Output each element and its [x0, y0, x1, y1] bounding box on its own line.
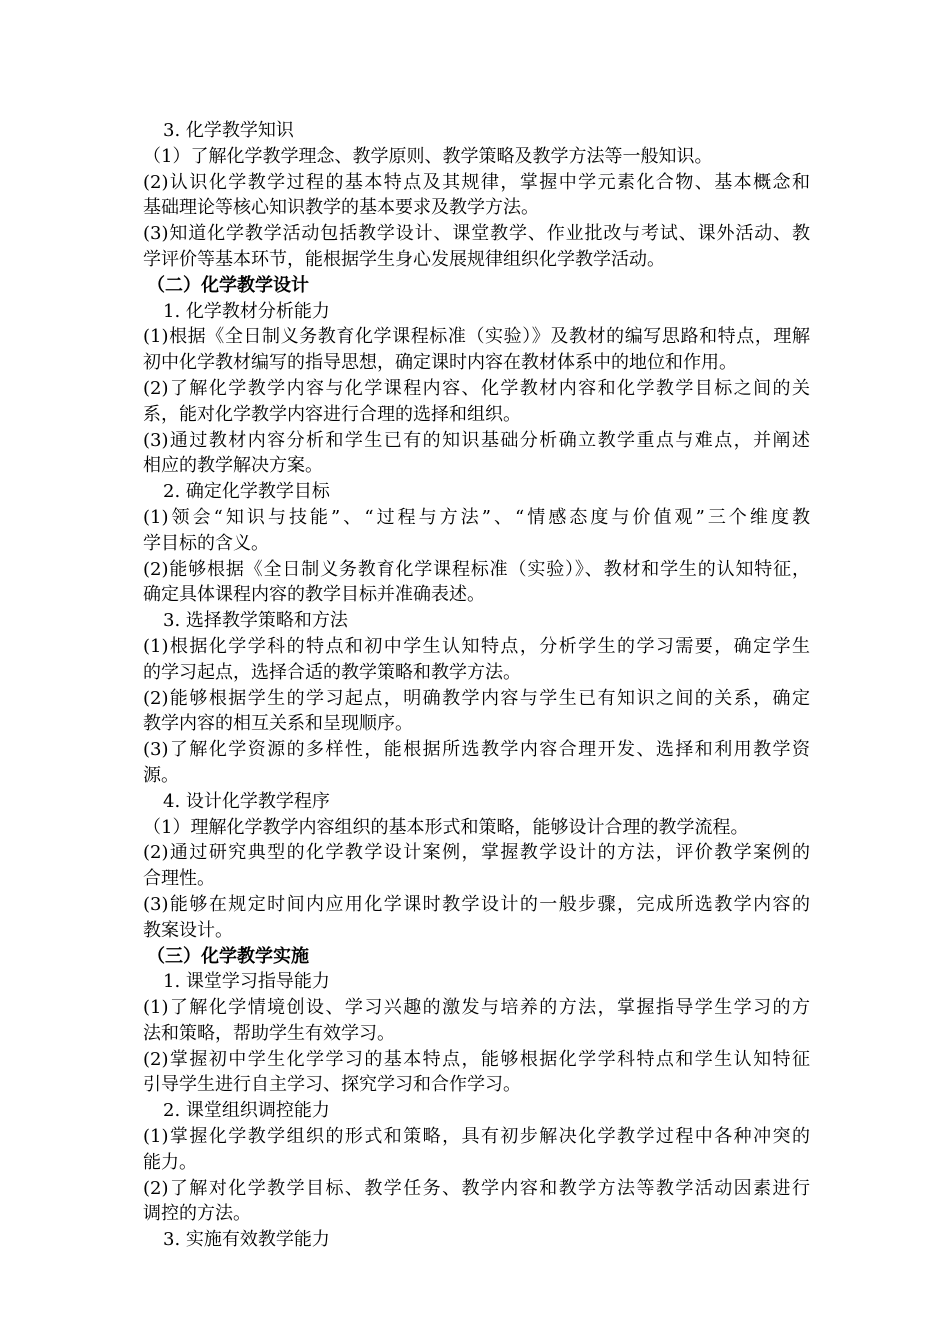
text-line: (2)能够根据学生的学习起点，明确教学内容与学生已有知识之间的关系，确定 [143, 687, 810, 709]
text-line: (1)掌握化学教学组织的形式和策略，具有初步解决化学教学过程中各种冲突的 [143, 1126, 810, 1148]
text-line: 能力。 [143, 1151, 197, 1173]
subsection-heading: 1. 课堂学习指导能力 [163, 971, 330, 993]
subsection-heading: 1. 化学教材分析能力 [163, 300, 330, 322]
text-line: 教案设计。 [143, 919, 233, 941]
text-line: 系，能对化学教学内容进行合理的选择和组织。 [143, 403, 521, 425]
text-line: (1)领会“知识与技能”、“过程与方法”、“情感态度与价值观”三个维度教 [143, 506, 810, 528]
text-line: 源。 [143, 764, 179, 786]
document-body [143, 118, 810, 1253]
text-line: (2)了解对化学教学目标、教学任务、教学内容和教学方法等教学活动因素进行 [143, 1177, 810, 1199]
text-line: 法和策略，帮助学生有效学习。 [143, 1022, 395, 1044]
subsection-heading: 4. 设计化学教学程序 [163, 790, 330, 812]
text-line: 的学习起点，选择合适的教学策略和教学方法。 [143, 661, 521, 683]
text-line: (2)通过研究典型的化学教学设计案例，掌握教学设计的方法，评价教学案例的 [143, 842, 810, 864]
text-line: 学评价等基本环节，能根据学生身心发展规律组织化学教学活动。 [143, 248, 665, 270]
text-line: (2)掌握初中学生化学学习的基本特点，能够根据化学学科特点和学生认知特征 [143, 1048, 810, 1070]
text-line: 调控的方法。 [143, 1203, 251, 1225]
text-line: (1)根据《全日制义务教育化学课程标准（实验）》及教材的编写思路和特点，理解 [143, 326, 810, 348]
section-heading: （二）化学教学设计 [147, 274, 309, 296]
text-line: 教学内容的相互关系和呈现顺序。 [143, 713, 413, 735]
subsection-heading: 2. 确定化学教学目标 [163, 481, 330, 503]
text-line: (3)知道化学教学活动包括教学设计、课堂教学、作业批改与考试、课外活动、教 [143, 223, 810, 245]
text-line: （1）理解化学教学内容组织的基本形式和策略，能够设计合理的教学流程。 [143, 816, 749, 838]
text-line: 引导学生进行自主学习、探究学习和合作学习。 [143, 1074, 521, 1096]
text-line: (1)了解化学情境创设、学习兴趣的激发与培养的方法，掌握指导学生学习的方 [143, 997, 810, 1019]
text-line: (1)根据化学学科的特点和初中学生认知特点，分析学生的学习需要，确定学生 [143, 635, 810, 657]
text-line: (3)了解化学资源的多样性，能根据所选教学内容合理开发、选择和利用教学资 [143, 739, 810, 761]
text-line: 基础理论等核心知识教学的基本要求及教学方法。 [143, 197, 539, 219]
text-line: 相应的教学解决方案。 [143, 455, 323, 477]
text-line: (2)了解化学教学内容与化学课程内容、化学教材内容和化学教学目标之间的关 [143, 377, 810, 399]
text-line: （1）了解化学教学理念、教学原则、教学策略及教学方法等一般知识。 [143, 145, 713, 167]
text-line: (3)通过教材内容分析和学生已有的知识基础分析确立教学重点与难点，并阐述 [143, 429, 810, 451]
subsection-heading: 2. 课堂组织调控能力 [163, 1100, 330, 1122]
subsection-heading: 3. 化学教学知识 [163, 120, 294, 141]
text-line: (2)能够根据《全日制义务教育化学课程标准（实验）》、教材和学生的认知特征， [143, 558, 810, 580]
section-heading: （三）化学教学实施 [147, 945, 309, 967]
subsection-heading: 3. 选择教学策略和方法 [163, 610, 348, 632]
subsection-heading: 3. 实施有效教学能力 [163, 1229, 330, 1251]
text-line: 合理性。 [143, 868, 215, 890]
text-line: 确定具体课程内容的教学目标并准确表述。 [143, 584, 485, 606]
text-line: (3)能够在规定时间内应用化学课时教学设计的一般步骤，完成所选教学内容的 [143, 893, 810, 915]
text-line: (2)认识化学教学过程的基本特点及其规律，掌握中学元素化合物、基本概念和 [143, 171, 810, 193]
text-line: 学目标的含义。 [143, 532, 269, 554]
text-line: 初中化学教材编写的指导思想，确定课时内容在教材体系中的地位和作用。 [143, 352, 737, 374]
